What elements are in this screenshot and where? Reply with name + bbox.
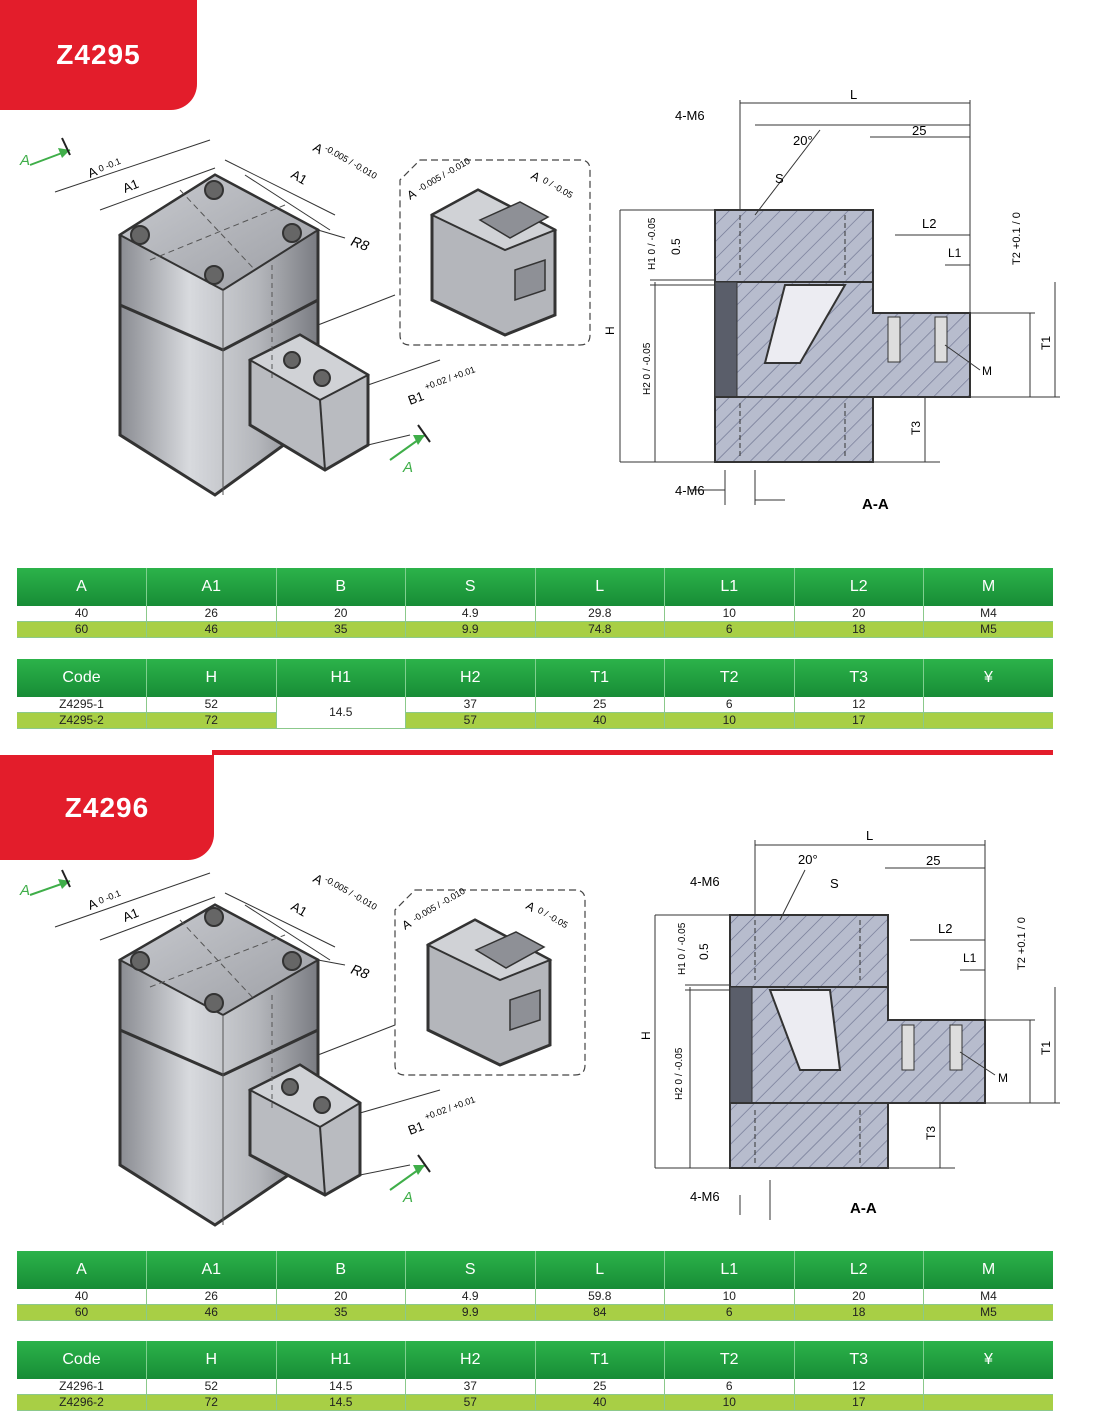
table-cell-merged: 14.5 (276, 697, 406, 729)
label-t3: T3 (909, 420, 923, 435)
section-drawing (600, 85, 1080, 525)
table-cell: 35 (276, 1305, 406, 1321)
table-cell: 37 (406, 697, 536, 713)
table-cell: 4.9 (406, 606, 536, 622)
table-cell: 25 (535, 1379, 665, 1395)
label-t2: T2 +0.1 / 0 (1016, 917, 1028, 970)
header-h: H (147, 1341, 277, 1379)
label-t2: T2 +0.1 / 0 (1011, 212, 1023, 265)
table-cell: 9.9 (406, 622, 536, 638)
table-cell: 72 (147, 713, 277, 729)
label-l2: L2 (922, 216, 937, 231)
header-h2: H2 (406, 1341, 536, 1379)
label-l2: L2 (938, 921, 953, 936)
table-cell: 57 (406, 1395, 536, 1411)
table-cell: 14.5 (276, 1379, 406, 1395)
table-header-row (17, 568, 1053, 606)
dim-a1-right: A1 (288, 166, 310, 188)
codes-table (17, 1341, 1053, 1411)
label-05: 0.5 (697, 943, 711, 960)
table-cell: 29.8 (535, 606, 665, 622)
header-h1: H1 (276, 659, 406, 697)
isometric-drawing (0, 865, 600, 1255)
table-cell: 6 (665, 1379, 795, 1395)
dim-a-tol: 0 -0.1 (97, 155, 123, 174)
label-25: 25 (912, 123, 927, 138)
label-l: L (850, 87, 858, 102)
header-t1: T1 (535, 659, 665, 697)
view-arrow-label: A (20, 152, 31, 169)
table-cell: 40 (535, 713, 665, 729)
table-cell: 40 (17, 606, 147, 622)
table-cell-code: Z4296-1 (17, 1379, 147, 1395)
dimensions-table (17, 568, 1053, 638)
header-price: ¥ (924, 659, 1054, 697)
table-cell: 10 (665, 606, 795, 622)
header-t2: T2 (665, 659, 795, 697)
label-s: S (775, 171, 784, 186)
table-cell: 6 (665, 697, 795, 713)
label-h2: H2 0 / -0.05 (642, 342, 653, 395)
label-t1: T1 (1039, 335, 1053, 350)
dim-a1-left: A1 (120, 904, 141, 925)
product-code-tag (0, 0, 197, 110)
dim-b1-tol: +0.02 / +0.01 (423, 364, 477, 392)
table-row (17, 1379, 1053, 1395)
table-cell: 17 (794, 713, 924, 729)
label-25: 25 (926, 853, 941, 868)
header-a: A (17, 568, 147, 606)
label-h: H (603, 326, 617, 335)
view-arrow-label: A (20, 882, 31, 899)
table-cell: 17 (794, 1395, 924, 1411)
label-4m6-top: 4-M6 (690, 874, 720, 889)
detail-a-left: A (404, 186, 419, 203)
table-cell: 57 (406, 713, 536, 729)
header-t3: T3 (794, 1341, 924, 1379)
table-row (17, 1289, 1053, 1305)
table-cell-price (924, 697, 1054, 713)
table-cell: 20 (276, 1289, 406, 1305)
table-cell: 20 (276, 606, 406, 622)
table-cell: M5 (924, 1305, 1054, 1321)
dim-r8: R8 (348, 960, 372, 982)
table-cell: 12 (794, 1379, 924, 1395)
table-cell: 84 (535, 1305, 665, 1321)
header-b: B (276, 1251, 406, 1289)
detail-a-left: A (399, 916, 414, 933)
table-cell: 6 (665, 1305, 795, 1321)
header-l1: L1 (665, 568, 795, 606)
header-l: L (535, 568, 665, 606)
view-arrow-label-2: A (403, 1189, 414, 1206)
table-cell-code: Z4295-1 (17, 697, 147, 713)
table-cell: 25 (535, 697, 665, 713)
product-section-z4296 (0, 755, 1100, 1428)
label-angle: 20° (793, 133, 813, 148)
header-h1: H1 (276, 1341, 406, 1379)
table-cell-price (924, 713, 1054, 729)
table-cell: 4.9 (406, 1289, 536, 1305)
label-l1: L1 (963, 951, 977, 965)
product-code: Z4296 (64, 791, 150, 823)
label-h1: H1 0 / -0.05 (677, 922, 688, 975)
table-cell: 20 (794, 1289, 924, 1305)
header-a1: A1 (147, 1251, 277, 1289)
label-4m6-bottom: 4-M6 (675, 483, 705, 498)
dim-a-label: A (85, 895, 100, 913)
table-cell: 52 (147, 1379, 277, 1395)
header-l2: L2 (794, 1251, 924, 1289)
label-h2: H2 0 / -0.05 (674, 1047, 685, 1100)
table-cell: 20 (794, 606, 924, 622)
isometric-drawing (0, 120, 600, 520)
header-m: M (924, 1251, 1054, 1289)
header-l1: L1 (665, 1251, 795, 1289)
table-cell: 26 (147, 606, 277, 622)
dim-a-top: A (310, 139, 326, 157)
label-l: L (866, 828, 874, 843)
table-row (17, 713, 1053, 729)
header-s: S (406, 568, 536, 606)
header-price: ¥ (924, 1341, 1054, 1379)
label-s: S (830, 876, 839, 891)
table-cell: 59.8 (535, 1289, 665, 1305)
dim-a1-left: A1 (120, 175, 141, 196)
dim-r8: R8 (348, 232, 372, 254)
table-header-row (17, 659, 1053, 697)
dim-a-top: A (310, 870, 326, 888)
table-cell: 35 (276, 622, 406, 638)
table-cell: 52 (147, 697, 277, 713)
section-drawing (630, 820, 1090, 1230)
table-cell: 9.9 (406, 1305, 536, 1321)
table-cell: 6 (665, 622, 795, 638)
table-row (17, 622, 1053, 638)
dimensions-table (17, 1251, 1053, 1321)
dim-a-top-tol: -0.005 / -0.010 (323, 143, 379, 182)
table-cell: 60 (17, 622, 147, 638)
dim-b1-tol: +0.02 / +0.01 (423, 1094, 477, 1122)
header-s: S (406, 1251, 536, 1289)
label-h: H (639, 1031, 653, 1040)
detail-a-right: A (528, 168, 543, 185)
table-header-row (17, 1341, 1053, 1379)
table-cell: 26 (147, 1289, 277, 1305)
header-a1: A1 (147, 568, 277, 606)
detail-a-right-tol: 0 / -0.05 (536, 905, 570, 931)
detail-a-left-tol: -0.005 / -0.010 (416, 155, 472, 194)
header-a: A (17, 1251, 147, 1289)
label-angle: 20° (798, 852, 818, 867)
table-row (17, 1305, 1053, 1321)
label-4m6-top: 4-M6 (675, 108, 705, 123)
table-cell: 14.5 (276, 1395, 406, 1411)
dim-a-top-tol: -0.005 / -0.010 (323, 874, 379, 913)
table-cell: 12 (794, 697, 924, 713)
table-cell: 10 (665, 1395, 795, 1411)
header-m: M (924, 568, 1054, 606)
table-cell: M5 (924, 622, 1054, 638)
table-cell: 18 (794, 622, 924, 638)
table-cell: M4 (924, 1289, 1054, 1305)
label-h1: H1 0 / -0.05 (647, 217, 658, 270)
table-cell-code: Z4296-2 (17, 1395, 147, 1411)
detail-a-right-tol: 0 / -0.05 (541, 175, 575, 201)
header-h: H (147, 659, 277, 697)
view-arrow-label-2: A (403, 459, 414, 476)
table-row (17, 1395, 1053, 1411)
header-code: Code (17, 1341, 147, 1379)
detail-a-left-tol: -0.005 / -0.010 (411, 885, 467, 924)
dim-a1-right: A1 (288, 898, 310, 920)
codes-table (17, 659, 1053, 729)
label-t1: T1 (1039, 1040, 1053, 1055)
dim-b1: B1 (405, 1118, 426, 1138)
header-l: L (535, 1251, 665, 1289)
label-4m6-bottom: 4-M6 (690, 1189, 720, 1204)
label-05: 0.5 (669, 238, 683, 255)
table-cell: 46 (147, 622, 277, 638)
detail-a-right: A (523, 898, 538, 915)
table-cell: 40 (535, 1395, 665, 1411)
table-cell: 37 (406, 1379, 536, 1395)
header-t2: T2 (665, 1341, 795, 1379)
label-m: M (998, 1071, 1008, 1085)
table-cell-price (924, 1379, 1054, 1395)
table-cell: 10 (665, 1289, 795, 1305)
dim-b1: B1 (405, 388, 426, 408)
header-code: Code (17, 659, 147, 697)
table-cell: 72 (147, 1395, 277, 1411)
header-l2: L2 (794, 568, 924, 606)
header-t1: T1 (535, 1341, 665, 1379)
table-cell: 46 (147, 1305, 277, 1321)
table-cell: 40 (17, 1289, 147, 1305)
header-t3: T3 (794, 659, 924, 697)
dim-a-label: A (85, 163, 100, 181)
table-cell: 60 (17, 1305, 147, 1321)
table-cell: 74.8 (535, 622, 665, 638)
table-cell-price (924, 1395, 1054, 1411)
dim-a-tol: 0 -0.1 (97, 887, 123, 906)
label-m: M (982, 364, 992, 378)
table-cell: 10 (665, 713, 795, 729)
product-code-tag (0, 755, 214, 860)
table-cell: M4 (924, 606, 1054, 622)
label-l1: L1 (948, 246, 962, 260)
section-label: A-A (850, 1200, 877, 1217)
product-code: Z4295 (56, 39, 141, 70)
section-label: A-A (862, 496, 889, 513)
table-header-row (17, 1251, 1053, 1289)
table-row (17, 697, 1053, 713)
label-t3: T3 (924, 1125, 938, 1140)
header-h2: H2 (406, 659, 536, 697)
table-cell: 18 (794, 1305, 924, 1321)
header-b: B (276, 568, 406, 606)
table-row (17, 606, 1053, 622)
table-cell-code: Z4295-2 (17, 713, 147, 729)
